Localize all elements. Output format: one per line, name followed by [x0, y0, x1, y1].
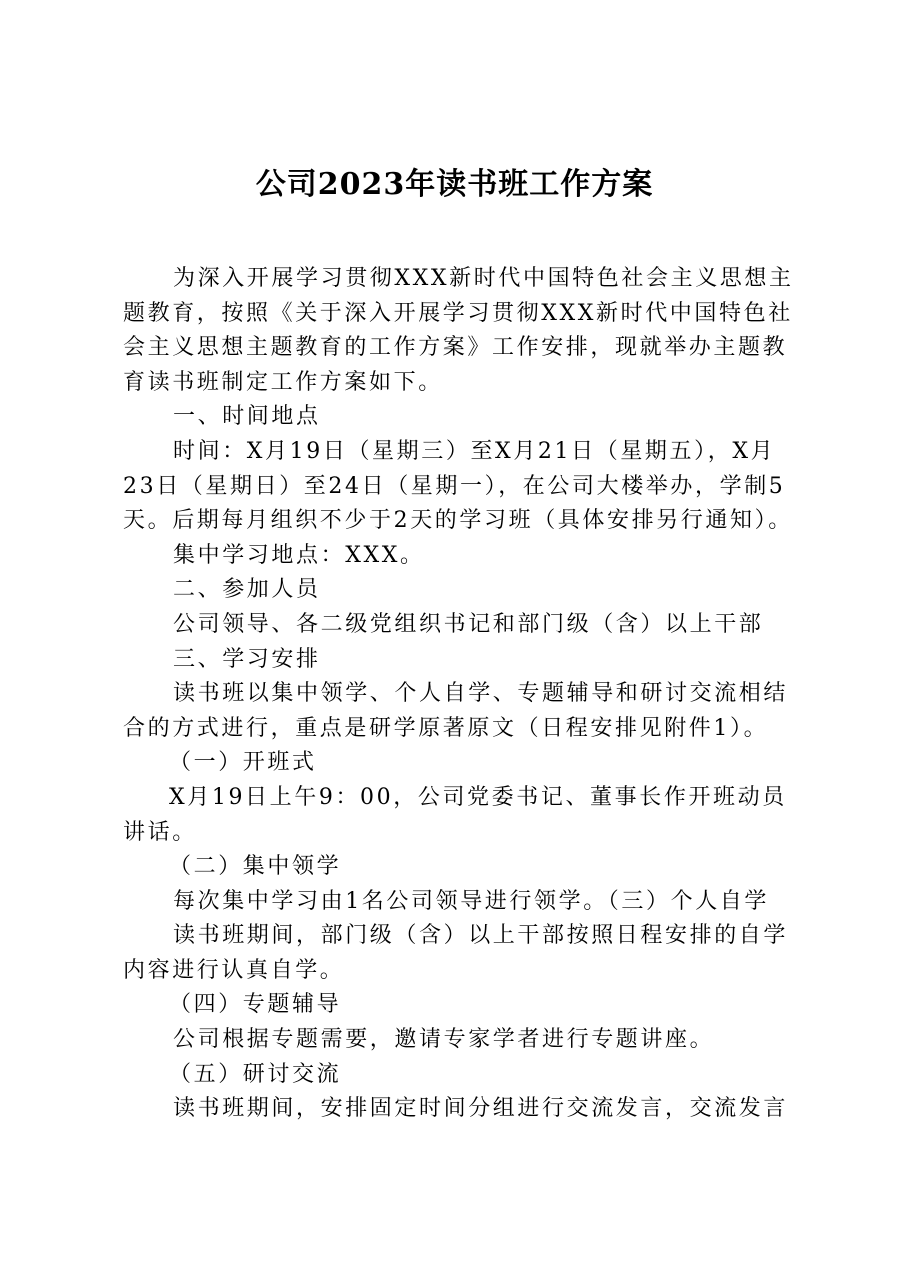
text-line: 合的方式进行，重点是研学原著原文（日程安排见附件1）。	[123, 715, 769, 741]
text-line: 二、参加人员	[173, 577, 321, 603]
text-line: 时间：X月19日（星期三）至X月21日（星期五），X月	[173, 438, 776, 464]
text-line: 内容进行认真自学。	[123, 957, 345, 983]
text-line: 会主义思想主题教育的工作方案》工作安排，现就举办主题教	[123, 335, 788, 361]
text-line: 公司根据专题需要，邀请专家学者进行专题讲座。	[173, 1027, 715, 1053]
text-line: （五）研讨交流	[169, 1061, 342, 1087]
paragraph-location	[123, 539, 799, 574]
document-title: 公司2023年读书班工作方案	[255, 167, 654, 202]
text-line: 为深入开展学习贯彻XXX新时代中国特色社会主义思想主	[173, 266, 794, 291]
text-line: X月19日上午9：00，公司党委书记、董事长作开班动员	[169, 784, 787, 810]
paragraph-self-study	[123, 919, 799, 988]
text-line: 育读书班制定工作方案如下。	[123, 369, 443, 395]
section-heading-study-arrangement	[123, 643, 799, 678]
text-line: 一、时间地点	[173, 404, 321, 430]
text-line: 三、学习安排	[173, 646, 321, 672]
paragraph-discussion	[123, 1092, 799, 1127]
section-heading-time-place	[123, 400, 799, 435]
text-line: 每次集中学习由1名公司领导进行领学。（三）个人自学	[173, 888, 769, 914]
text-line: 读书班以集中领学、个人自学、专题辅导和研讨交流相结	[173, 681, 789, 707]
paragraph-intro	[123, 262, 799, 400]
text-line: （二）集中领学	[169, 854, 342, 880]
paragraph-lectures	[123, 1023, 799, 1058]
text-line: 题教育，按照《关于深入开展学习贯彻XXX新时代中国特色社	[123, 300, 793, 326]
paragraph-study-arrangement	[123, 677, 799, 746]
text-line: （四）专题辅导	[169, 992, 342, 1018]
text-line: 公司领导、各二级党组织书记和部门级（含）以上干部	[173, 611, 764, 637]
subheading-lectures	[123, 988, 799, 1023]
text-line: 天。后期每月组织不少于2天的学习班（具体安排另行通知）。	[123, 508, 793, 534]
subheading-discussion	[123, 1058, 799, 1093]
subheading-collective-study	[123, 850, 799, 885]
paragraph-participants	[123, 608, 799, 643]
paragraph-opening	[123, 781, 799, 850]
subheading-opening	[123, 746, 799, 781]
text-line: 读书班期间，部门级（含）以上干部按照日程安排的自学	[173, 923, 789, 949]
text-line: 23日（星期日）至24日（星期一），在公司大楼举办，学制5	[123, 473, 786, 499]
text-line: 集中学习地点：XXX。	[173, 542, 425, 568]
text-line: （一）开班式	[169, 750, 317, 776]
text-line: 读书班期间，安排固定时间分组进行交流发言，交流发言	[173, 1096, 789, 1122]
paragraph-collective-study	[123, 885, 799, 920]
paragraph-time	[123, 435, 799, 539]
text-line: 讲话。	[123, 819, 197, 845]
document-body	[123, 262, 799, 1127]
section-heading-participants	[123, 573, 799, 608]
